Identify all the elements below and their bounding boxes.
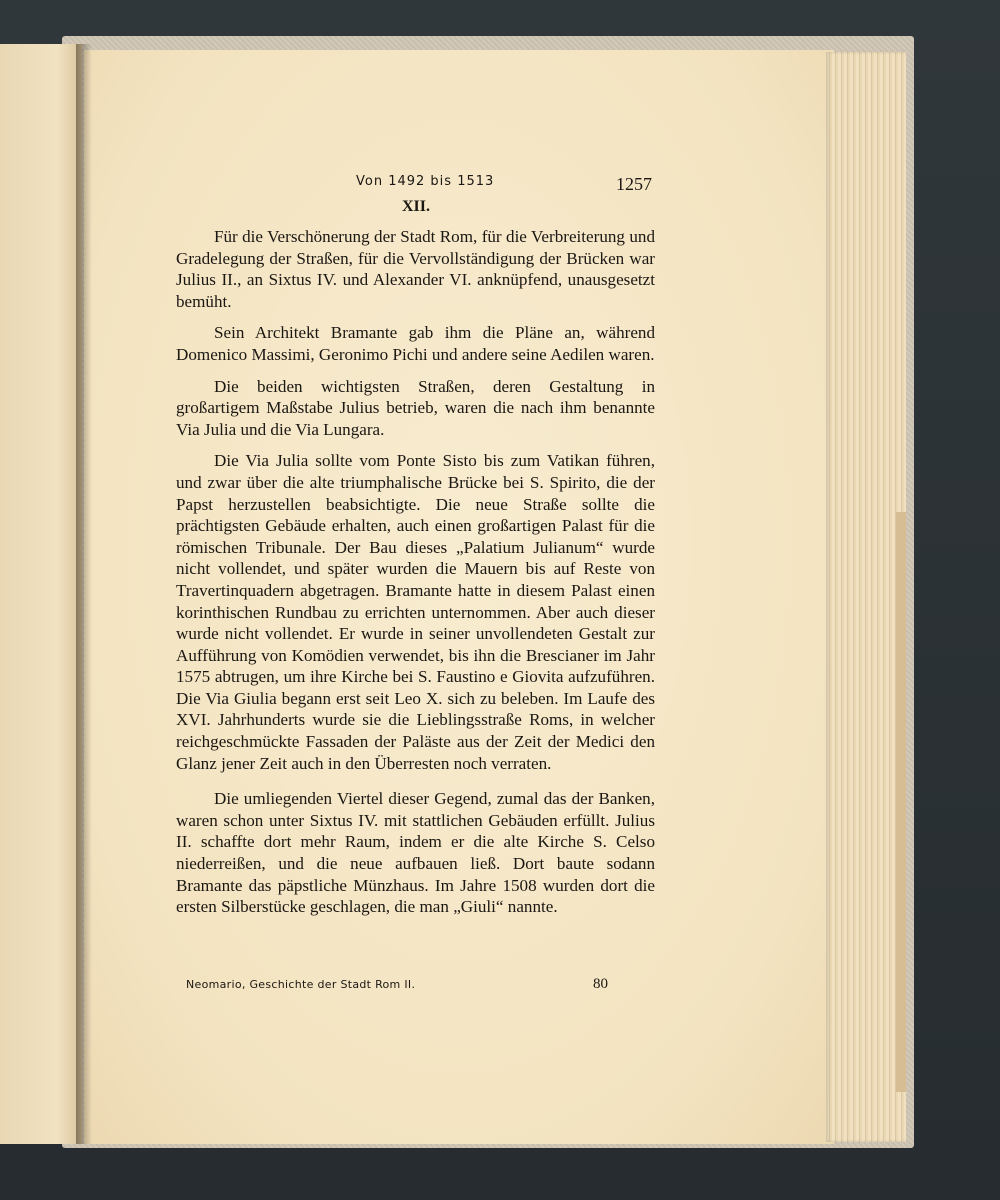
running-head	[176, 172, 656, 196]
footer-citation: Neomario, Geschichte der Stadt Rom II.	[186, 978, 416, 991]
paragraph: Sein Architekt Bramante gab ihm die Pläne an, während Domenico Massimi, Geronimo Pichi und andere seine Aedilen waren.	[176, 323, 655, 364]
section-title: XII.	[401, 198, 430, 215]
paragraph: Die beiden wichtigsten Straßen, deren Gestaltung in großartigem Maßstabe Julius betrieb, waren die nach ihm benannte Via Julia und die Via Lungara.	[176, 376, 655, 439]
paragraph: Für die Verschönerung der Stadt Rom, für die Verbreiterung und Gradelegung der Straßen, für die Vervollständigung der Brücken war Julius II., an Sixtus IV. und Alexander VI. anknüpfend, unausgesetzt bemüht.	[176, 227, 655, 311]
page-gutter-shadow	[76, 44, 92, 1144]
signature-mark: 80	[593, 976, 608, 992]
paragraph: Die umliegenden Viertel dieser Gegend, zumal das der Banken, waren schon unter Sixtus IV. mit stattlichen Gebäuden erfüllt. Julius II. schaffte dort mehr Raum, indem er die alte Kirche S. Celso niederreißen, und die neue aufbauen ließ. Dort baute sodann Bramante das päpstliche Münzhaus. Im Jahre 1508 wurden dort die ersten Silberstücke geschlagen, die man „Giuli“ nannte.	[176, 789, 655, 917]
left-page-edge	[0, 44, 82, 1144]
running-title: Von 1492 bis 1513	[356, 174, 495, 189]
page-footer	[186, 976, 656, 998]
page-stack-edges	[826, 52, 906, 1142]
paragraph: Die Via Julia sollte vom Ponte Sisto bis zum Vatikan führen, und zwar über die alte triumphalische Brücke bei S. Spirito, die der Papst herzustellen beabsichtigte. Die neue Straße sollte die prächtigsten Gebäude erhalten, auch einen großartigen Palast für die römischen Tribunale. Der Bau dieses „Palatium Julianum“ wurde nicht vollendet, und später wurden die Mauern bis auf Reste von Travertinquadern abgetragen. Bramante hatte in diesem Palast einen korinthischen Rundbau zu errichten unternommen. Aber auch dieser wurde nicht vollendet. Er wurde in seiner unvollendeten Gestalt zur Aufführung von Komödien verwendet, bis ihn die Brescianer im Jahr 1575 abtrugen, um ihre Kirche bei S. Faustino e Giovita aufzuführen. Die Via Giulia begann erst seit Leo X. sich zu beleben. Im Laufe des XVI. Jahrhunderts wurde sie die Lieblingsstraße Roms, in welcher reichgeschmückte Fassaden der Paläste aus der Zeit der Medici den Glanz jener Zeit auch in den Überresten noch verraten.	[176, 451, 655, 773]
page-number: 1257	[616, 174, 652, 194]
body-text	[176, 226, 655, 928]
